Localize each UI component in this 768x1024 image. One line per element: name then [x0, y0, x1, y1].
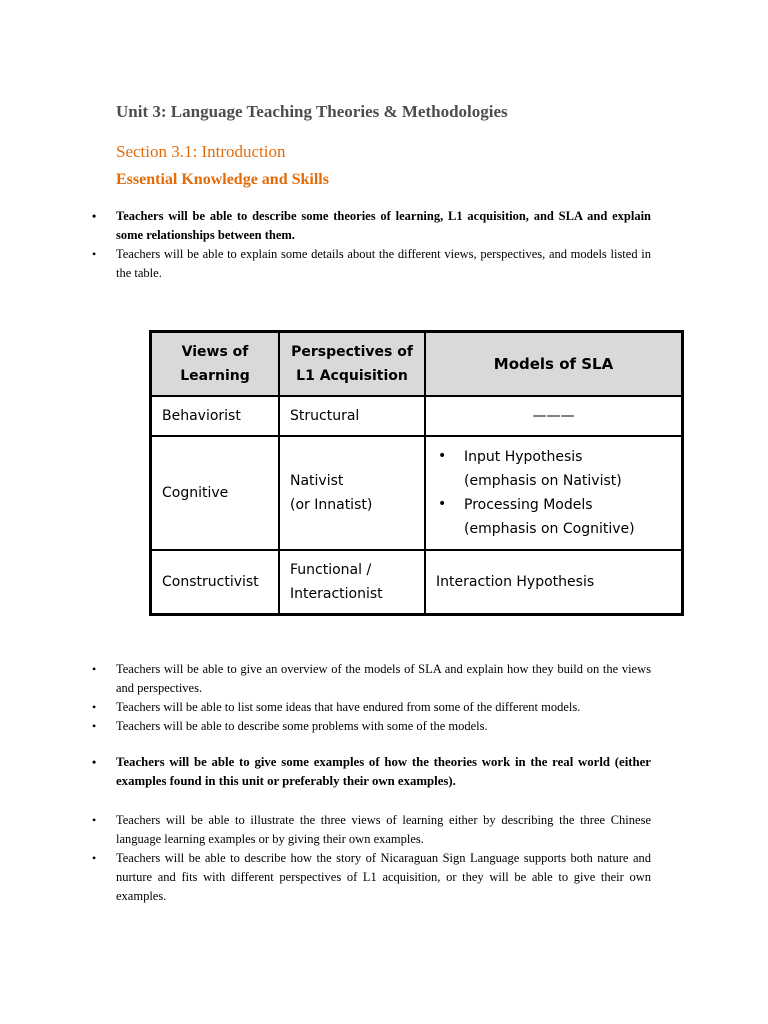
list-item: • Input Hypothesis (emphasis on Nativist) [436, 445, 671, 493]
list-item: • Teachers will be able to explain some details about the different views, perspectives, and models listed in the table. [92, 247, 651, 280]
header-perspectives-l1: Perspectives of L1 Acquisition [279, 332, 425, 397]
examples-heading-bullet-list [0, 753, 768, 791]
bullet-icon: • [92, 209, 97, 223]
list-item: • Teachers will be able to describe some problems with some of the models. [0, 717, 651, 736]
bullet-icon: • [92, 755, 97, 769]
models-bullet-list [0, 660, 768, 736]
cell-view: Constructivist [151, 550, 280, 615]
cell-view: Cognitive [151, 436, 280, 550]
intro-bullet-list [0, 207, 768, 283]
list-item: • Teachers will be able to describe some theories of learning, L1 acquisition, and SLA and explain some relationships between them. [92, 209, 651, 242]
list-item: • Teachers will be able to give an overview of the models of SLA and explain how they build on the views and perspectives. [92, 662, 651, 695]
header-models-of-sla: Models of SLA [425, 332, 683, 397]
section-title: Section 3.1: Introduction [116, 142, 286, 161]
table-header-row [151, 332, 683, 397]
cell-model: Interaction Hypothesis [425, 550, 683, 615]
bullet-icon: • [92, 247, 97, 261]
table-row [151, 550, 683, 615]
bullet-icon: • [438, 448, 447, 464]
list-item: • Teachers will be able to illustrate the three views of learning either by describing the three Chinese language learning examples or by giving their own examples. [92, 813, 651, 846]
table-row [151, 396, 683, 436]
list-item: • Teachers will be able to give some examples of how the theories work in the real world (either examples found in this unit or preferably their own examples). [92, 755, 651, 788]
cell-model-empty: ——— [425, 396, 683, 436]
cell-perspective: Functional / Interactionist [279, 550, 425, 615]
cell-perspective: Structural [279, 396, 425, 436]
bullet-icon: • [92, 719, 97, 733]
header-views-of-learning: Views of Learning [151, 332, 280, 397]
theories-table [149, 330, 684, 616]
cell-perspective: Nativist (or Innatist) [279, 436, 425, 550]
table-row [151, 436, 683, 550]
unit-title: Unit 3: Language Teaching Theories & Methodologies [116, 102, 508, 121]
bullet-icon: • [92, 813, 97, 827]
bullet-icon: • [92, 662, 97, 676]
models-list [436, 445, 671, 541]
bullet-icon: • [438, 496, 447, 512]
subsection-title: Essential Knowledge and Skills [116, 171, 329, 188]
list-item: • Teachers will be able to describe how the story of Nicaraguan Sign Language supports both nature and nurture and fits with different perspectives of L1 acquisition, or they will be able to give their own examples. [92, 851, 651, 903]
list-item: • Teachers will be able to list some ideas that have endured from some of the different models. [0, 698, 651, 717]
cell-view: Behaviorist [151, 396, 280, 436]
bullet-icon: • [92, 700, 97, 714]
examples-bullet-list [0, 811, 768, 906]
bullet-icon: • [92, 851, 97, 865]
cell-models [425, 436, 683, 550]
list-item: • Processing Models (emphasis on Cognitive) [436, 493, 671, 541]
